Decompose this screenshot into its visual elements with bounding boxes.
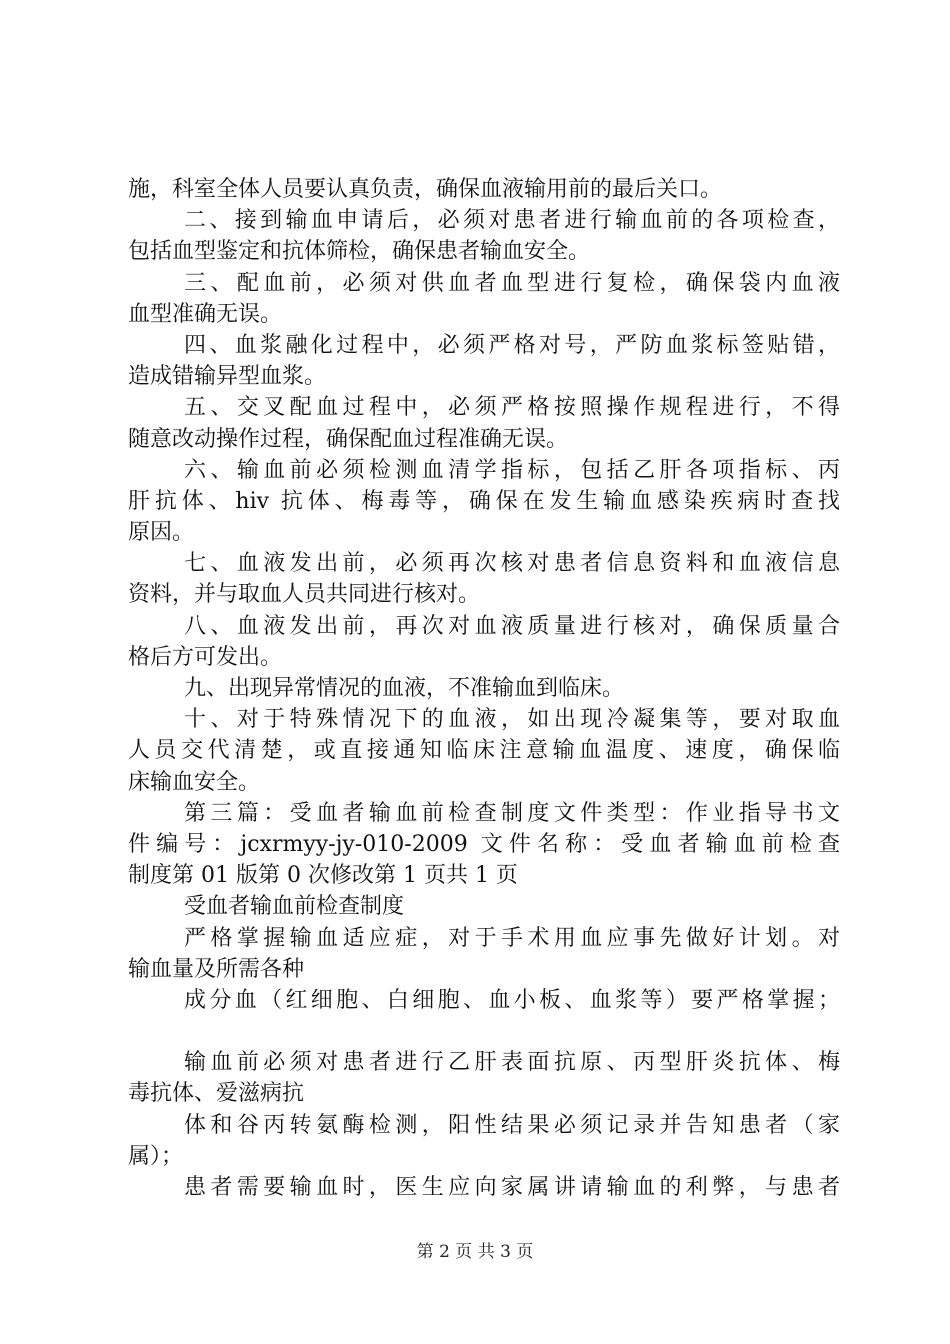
text-line: 属）； bbox=[128, 1143, 184, 1169]
text-line: 二、接到输血申请后，必须对患者进行输血前的各项检查， bbox=[184, 208, 840, 234]
text-line: 三、配血前，必须对供血者血型进行复检，确保袋内血液 bbox=[184, 270, 840, 296]
page-footer: 第 2 页 共 3 页 bbox=[416, 1242, 534, 1262]
text-line: 六、输血前必须检测血清学指标，包括乙肝各项指标、丙 bbox=[184, 457, 840, 483]
text-line: 施，科室全体人员要认真负责，确保血液输用前的最后关口。 bbox=[128, 177, 723, 202]
text-line: 七、血液发出前，必须再次核对患者信息资料和血液信息 bbox=[184, 551, 840, 577]
blank-line bbox=[128, 1016, 840, 1047]
text-line: 包括血型鉴定和抗体筛检，确保患者输血安全。 bbox=[128, 239, 591, 265]
text-line: 输血前必须对患者进行乙肝表面抗原、丙型肝炎抗体、梅 bbox=[184, 1050, 840, 1076]
text-line: 造成错输异型血浆。 bbox=[128, 364, 327, 390]
text-line: 制度第 01 版第 0 次修改第 1 页共 1 页 bbox=[128, 863, 518, 889]
text-line: 第三篇：受血者输血前检查制度文件类型：作业指导书文 bbox=[184, 800, 840, 826]
text-line: 资料，并与取血人员共同进行核对。 bbox=[128, 582, 481, 608]
text-line: 十、对于特殊情况下的血液，如出现冷凝集等，要对取血 bbox=[184, 707, 840, 733]
text-line: 严格掌握输血适应症，对于手术用血应事先做好计划。对 bbox=[184, 925, 840, 951]
text-line: 九、出现异常情况的血液，不准输血到临床。 bbox=[184, 676, 625, 701]
text-line: 肝抗体、hiv 抗体、梅毒等，确保在发生输血感染疾病时查找 bbox=[128, 488, 840, 514]
text-line: 床输血安全。 bbox=[128, 769, 261, 795]
text-line: 血型准确无误。 bbox=[128, 301, 283, 327]
text-line: 八、血液发出前，再次对血液质量进行核对，确保质量合 bbox=[184, 613, 840, 639]
text-line: 原因。 bbox=[128, 520, 195, 546]
text-line: 输血量及所需各种 bbox=[128, 956, 305, 982]
text-line: 患者需要输血时，医生应向家属讲请输血的利弊，与患者 bbox=[184, 1175, 840, 1200]
document-body bbox=[128, 174, 840, 1203]
text-line: 毒抗体、爱滋病抗 bbox=[128, 1081, 305, 1107]
text-line: 成分血（红细胞、白细胞、血小板、血浆等）要严格掌握； bbox=[184, 987, 840, 1013]
text-line: 件编号：jcxrmyy-jy-010-2009 文件名称：受血者输血前检查 bbox=[128, 831, 840, 857]
text-line: 受血者输血前检查制度 bbox=[184, 894, 405, 920]
text-line: 体和谷丙转氨酶检测，阳性结果必须记录并告知患者（家 bbox=[184, 1112, 840, 1138]
text-line: 格后方可发出。 bbox=[128, 644, 283, 670]
text-line: 随意改动操作过程，确保配血过程准确无误。 bbox=[128, 426, 569, 452]
text-line: 五、交叉配血过程中，必须严格按照操作规程进行，不得 bbox=[184, 395, 840, 421]
text-line: 四、血浆融化过程中，必须严格对号，严防血浆标签贴错， bbox=[184, 332, 840, 358]
text-line: 人员交代清楚，或直接通知临床注意输血温度、速度，确保临 bbox=[128, 738, 840, 764]
